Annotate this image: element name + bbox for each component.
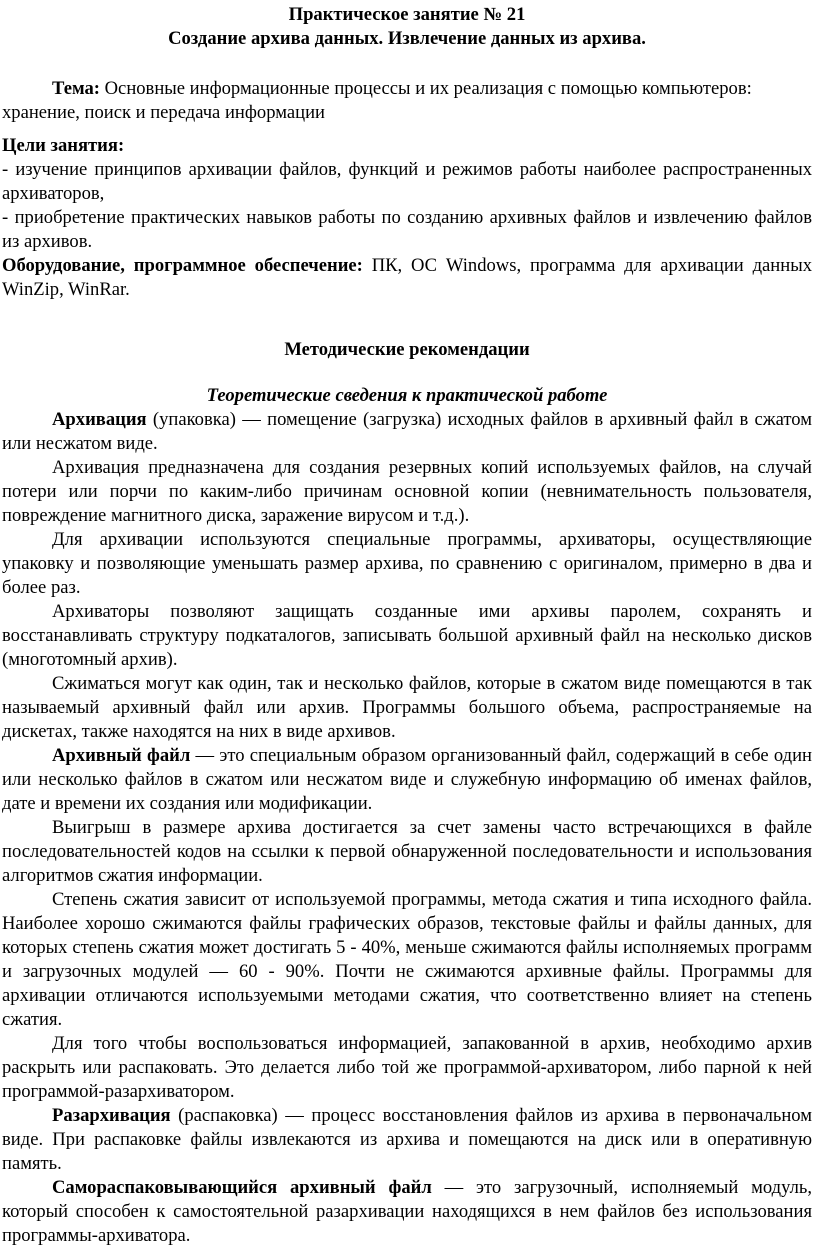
document-subtitle: Создание архива данных. Извлечение данных из архива. xyxy=(168,28,646,49)
paragraph-text: (распаковка) — процесс восстановления файлов из архива в первоначальном виде. При распаковке файлы извлекаются из архива и помещаются на диск или в оперативную память. xyxy=(2,1105,812,1174)
paragraph-archive-file xyxy=(2,744,812,816)
term-archive-file: Архивный файл xyxy=(52,745,191,766)
paragraph-unarchiving xyxy=(2,1104,812,1176)
paragraph-compression-ratio: Степень сжатия зависит от используемой программы, метода сжатия и типа исходного файла. Наиболее хорошо сжимаются файлы графических образов, текстовые файлы и файлы данных, для которых степень сжатия может достигать 5 - 40%, меньше сжимаются файлы исполняемых программ и загрузочных модулей — 60 - 90%. Почти не сжимаются архивные файлы. Программы для архивации отличаются используемыми методами сжатия, что соответственно влияет на степень сжатия. xyxy=(2,889,812,1030)
paragraph-text: — это специальным образом организованный файл, содержащий в себе один или несколько файлов в сжатом или несжатом виде и служебную информацию об именах файлов, дате и времени их создания или модификации. xyxy=(2,745,812,814)
paragraph-archiving xyxy=(2,408,812,456)
paragraph-text: — это загрузочный, исполняемый модуль, который способен к самостоятельной разархивации находящихся в нем файлов без использования программы-архиватора. xyxy=(2,1177,812,1246)
equipment-label: Оборудование, программное обеспечение: xyxy=(2,255,363,276)
term-archiving: Архивация xyxy=(52,409,147,430)
equipment-text: ПК, ОС Windows, программа для архивации данных WinZip, WinRar. xyxy=(2,255,812,300)
paragraph-unpacking: Для того чтобы воспользоваться информацией, запакованной в архив, необходимо архив раскрыть или распаковать. Это делается либо той же программой-архиватором, либо парной к ней программой-разархиватором. xyxy=(2,1033,812,1102)
goals-heading: Цели занятия: xyxy=(2,135,125,156)
paragraph-text: (упаковка) — помещение (загрузка) исходных файлов в архивный файл в сжатом или несжатом виде. xyxy=(2,409,812,454)
paragraph-archivers: Для архивации используются специальные программы, архиваторы, осуществляющие упаковку и позволяющие уменьшать размер архива, по сравнению с оригиналом, примерно в два и более раз. xyxy=(2,529,812,598)
paragraph-size-gain: Выигрыш в размере архива достигается за счет замены часто встречающихся в файле последовательностей кодов на ссылки к первой обнаруженной последовательности и использования алгоритмов сжатия информации. xyxy=(2,817,812,886)
topic-text: Основные информационные процессы и их реализация с помощью компьютеров: хранение, поиск и передача информации xyxy=(2,78,752,123)
paragraph-purpose: Архивация предназначена для создания резервных копий используемых файлов, на случай потери или порчи по каким-либо причинам основной копии (невнимательность пользователя, повреждение магнитного диска, заражение вирусом и т.д.). xyxy=(2,457,812,526)
term-unarchiving: Разархивация xyxy=(52,1105,171,1126)
theory-heading: Теоретические сведения к практической работе xyxy=(206,385,608,406)
term-self-extracting: Самораспаковывающийся архивный файл xyxy=(52,1177,432,1198)
equipment-paragraph xyxy=(2,254,812,302)
goal-item: - изучение принципов архивации файлов, функций и режимов работы наиболее распространенных архиваторов, xyxy=(2,159,812,204)
paragraph-archiver-features: Архиваторы позволяют защищать созданные ими архивы паролем, сохранять и восстанавливать структуру подкаталогов, записывать большой архивный файл на несколько дисков (многотомный архив). xyxy=(2,601,812,670)
topic-label: Тема: xyxy=(52,78,100,99)
paragraph-self-extracting xyxy=(2,1176,812,1248)
document-title: Практическое занятие № 21 xyxy=(288,4,526,25)
goal-item: - приобретение практических навыков работы по созданию архивных файлов и извлечению файлов из архивов. xyxy=(2,207,812,252)
methods-heading: Методические рекомендации xyxy=(284,339,530,360)
paragraph-compression: Сжиматься могут как один, так и несколько файлов, которые в сжатом виде помещаются в так называемый архивный файл или архив. Программы большого объема, распространяемые на дискетах, также находятся на них в виде архивов. xyxy=(2,673,812,742)
topic-paragraph xyxy=(2,77,812,125)
